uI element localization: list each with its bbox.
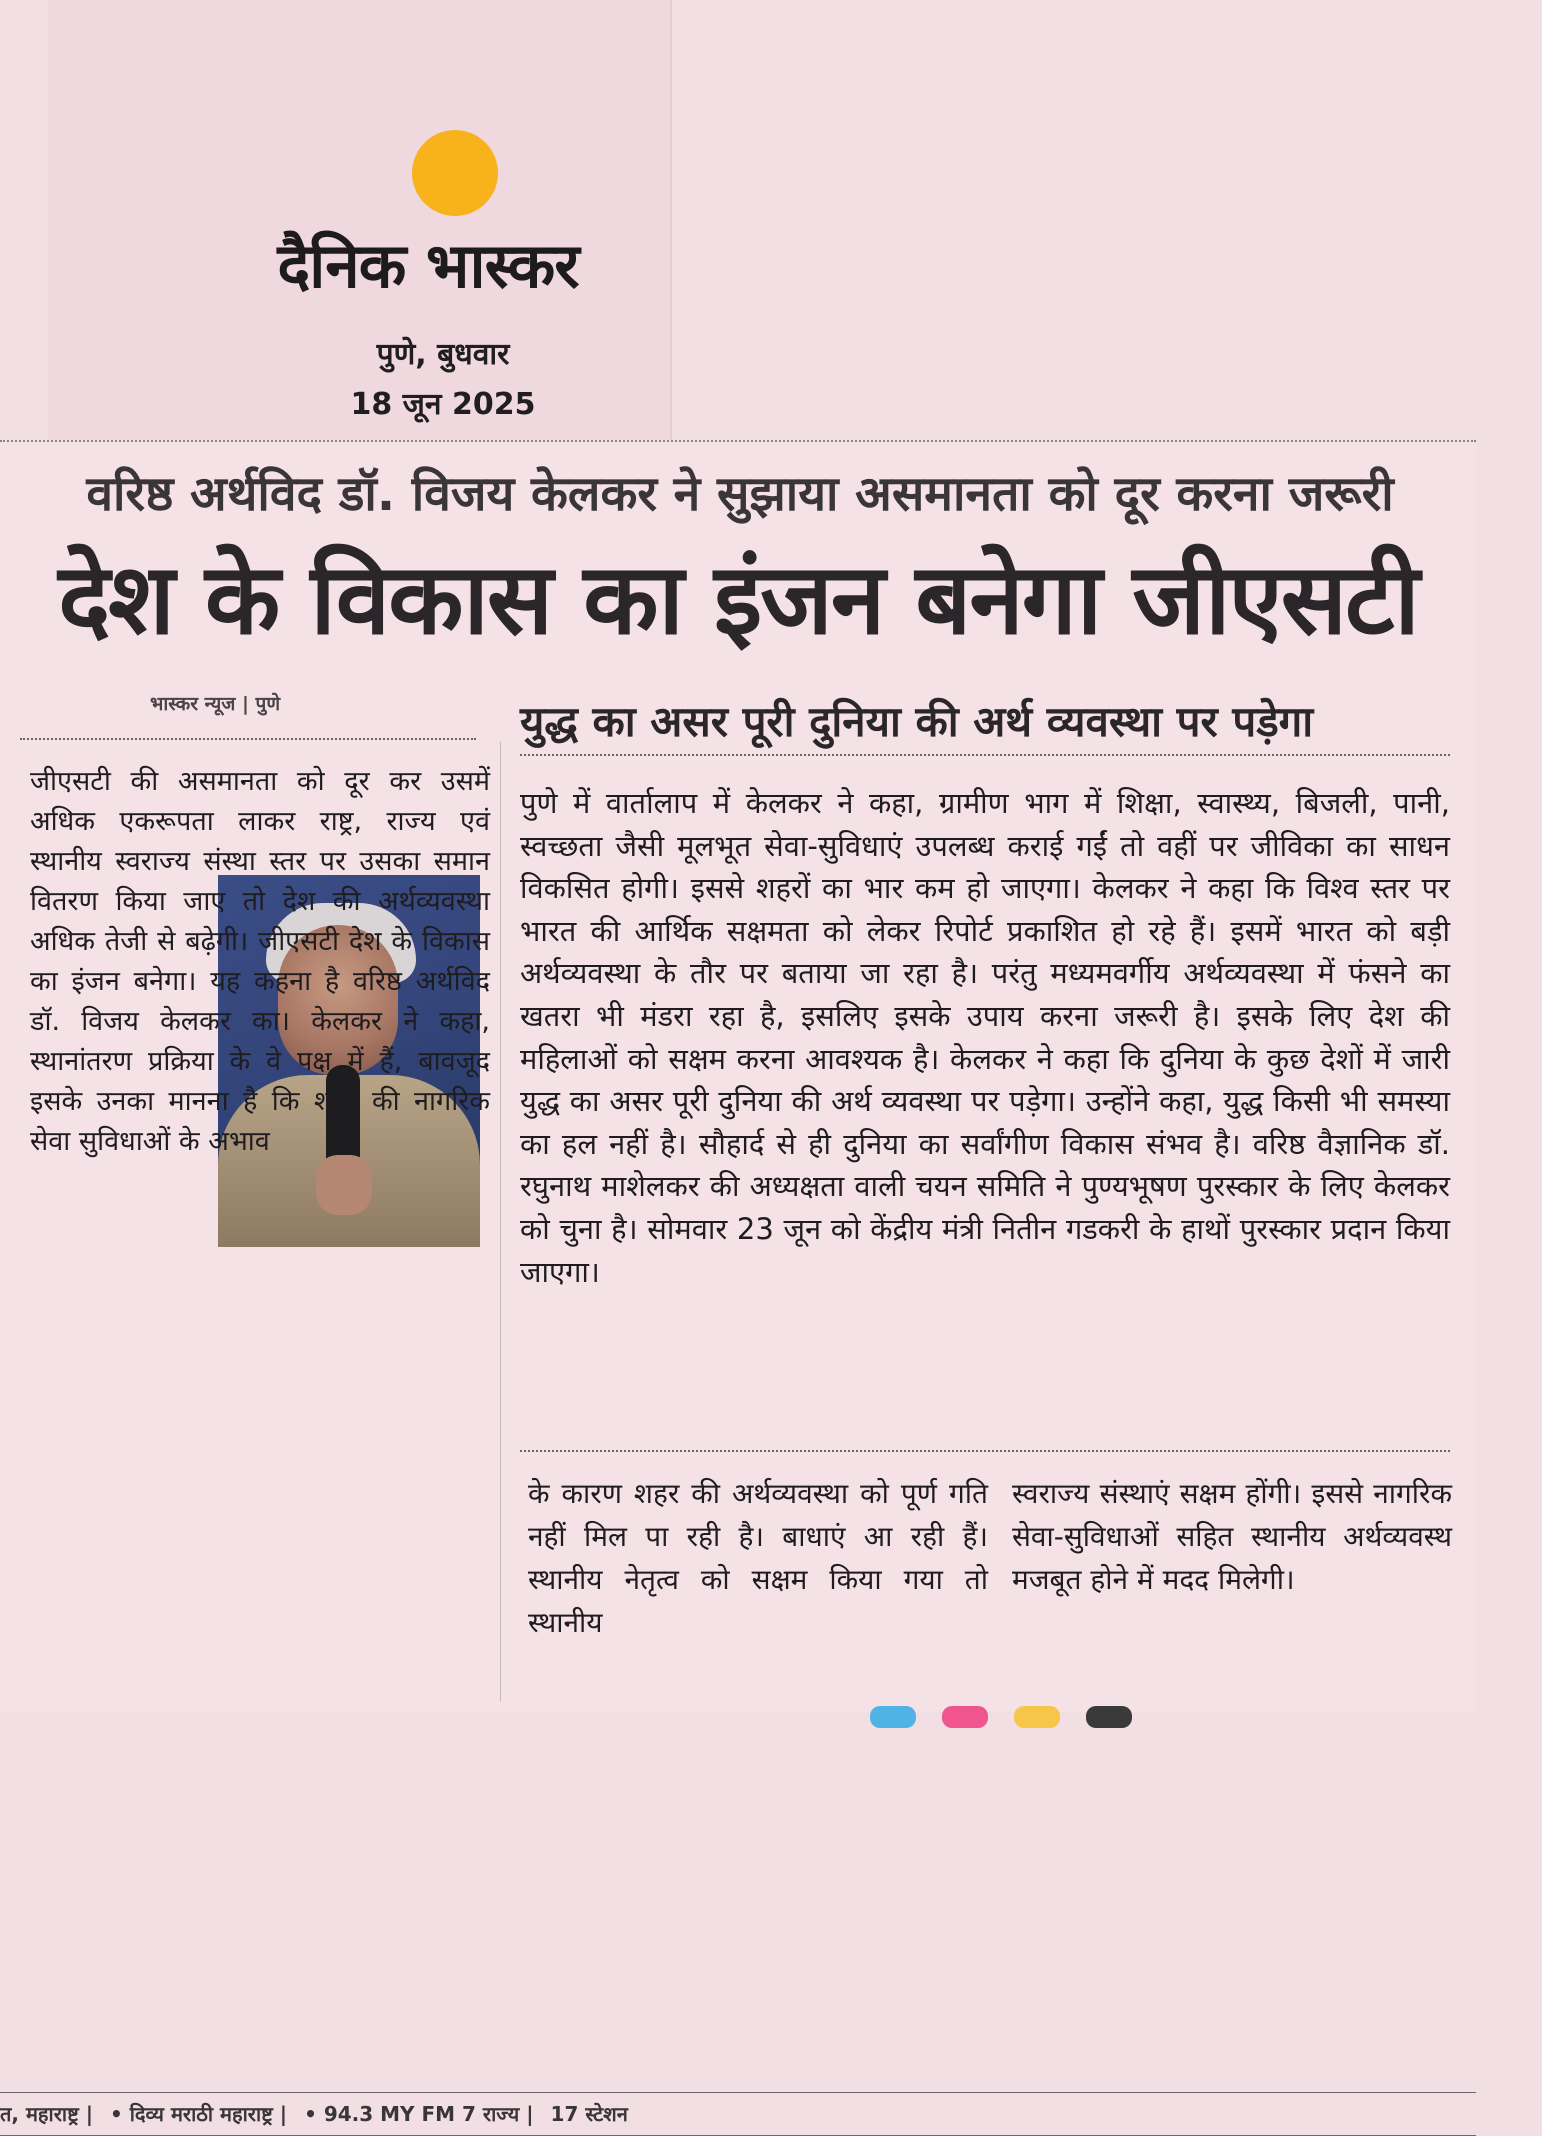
divider bbox=[20, 738, 476, 740]
footer-item: • 94.3 MY FM 7 राज्य | bbox=[304, 2102, 534, 2126]
headline: देश के विकास का इंजन बनेगा जीएसटी bbox=[58, 543, 1418, 657]
footer-item: 17 स्टेशन bbox=[550, 2102, 628, 2126]
column-separator bbox=[500, 742, 501, 1702]
issue-date: 18 जून 2025 bbox=[350, 387, 536, 422]
masthead bbox=[48, 0, 672, 450]
newspaper-logo: दैनिक भास्कर bbox=[277, 229, 579, 302]
yellow-swatch bbox=[1014, 1706, 1060, 1728]
dateline bbox=[318, 330, 568, 430]
subheadline: युद्ध का असर पूरी दुनिया की अर्थ व्यवस्था पर पड़ेगा bbox=[520, 697, 1314, 746]
city-day: पुणे, बुधवार bbox=[376, 337, 510, 372]
news-clipping bbox=[0, 440, 1476, 2126]
magenta-swatch bbox=[942, 1706, 988, 1728]
footer-item: त, महाराष्ट्र | bbox=[0, 2102, 94, 2126]
left-column-text: जीएसटी की असमानता को दूर कर उसमें अधिक एकरूपता लाकर राष्ट्र, राज्य एवं स्थानीय स्वराज्य संस्था स्तर पर उसका समान वितरण किया जाए तो देश की अर्थव्यवस्था अधिक तेजी से बढ़ेगी। जीएसटी देश के विकास का इंजन बनेगा। यह कहना है वरिष्ठ अर्थविद डॉ. विजय केलकर का। केलकर ने कहा, स्थानांतरण प्रक्रिया के वे पक्ष में हैं, बावजूद इसके उनका मानना है कि शहर की नागरिक सेवा सुविधाओं के अभाव bbox=[30, 766, 490, 1157]
main-column-text: पुणे में वार्तालाप में केलकर ने कहा, ग्रामीण भाग में शिक्षा, स्वास्थ्य, बिजली, पानी, स्वच्छता जैसी मूलभूत सेवा-सुविधाएं उपलब्ध कराई गईं तो वहीं पर जीविका का साधन विकसित होगी। इससे शहरों का भार कम हो जाएगा। केलकर ने कहा कि विश्व स्तर पर भारत की आर्थिक सक्षमता को लेकर रिपोर्ट प्रकाशित हो रहे हैं। इसमें भारत को बड़ी अर्थव्यवस्था के तौर पर बताया जा रहा है। परंतु मध्यमवर्गीय अर्थव्यवस्था में फंसने का खतरा भी मंडरा रहा है, इसलिए इसके उपाय करना जरूरी है। इसके लिए देश की महिलाओं को सक्षम करना आवश्यक है। केलकर ने कहा कि दुनिया के कुछ देशों में जारी युद्ध का असर पूरी दुनिया की अर्थ व्यवस्था पर पड़ेगा। उन्होंने कहा, युद्ध किसी भी समस्या का हल नहीं है। सौहार्द से ही दुनिया का सर्वांगीण विकास संभव है। वरिष्ठ वैज्ञानिक डॉ. रघुनाथ माशेलकर की अध्यक्षता वाली चयन समिति ने पुण्यभूषण पुरस्कार के लिए केलकर को चुना है। सोमवार 23 जून को केंद्रीय मंत्री नितीन गडकरी के हाथों पुरस्कार प्रदान किया जाएगा। bbox=[520, 786, 1450, 1289]
middle-column-text: के कारण शहर की अर्थव्यवस्था को पूर्ण गति नहीं मिल पा रही है। बाधाएं आ रही हैं। स्थानीय नेतृत्व को सक्षम किया गया तो स्थानीय bbox=[528, 1477, 988, 1639]
cyan-swatch bbox=[870, 1706, 916, 1728]
footer-strip bbox=[0, 2092, 1476, 2136]
right-column-text: स्वराज्य संस्थाएं सक्षम होंगी। इससे नागरिक सेवा-सुविधाओं सहित स्थानीय अर्थव्यवस्थ मजबूत होने में मदद मिलेगी। bbox=[1012, 1477, 1452, 1596]
byline: भास्कर न्यूज | पुणे bbox=[150, 693, 281, 715]
sun-logo-icon bbox=[412, 130, 498, 216]
footer-item: • दिव्य मराठी महाराष्ट्र | bbox=[110, 2102, 288, 2126]
kicker: वरिष्ठ अर्थविद डॉ. विजय केलकर ने सुझाया असमानता को दूर करना जरूरी bbox=[86, 466, 1394, 522]
divider bbox=[520, 754, 1450, 756]
black-swatch bbox=[1086, 1706, 1132, 1728]
divider bbox=[520, 1450, 1450, 1452]
